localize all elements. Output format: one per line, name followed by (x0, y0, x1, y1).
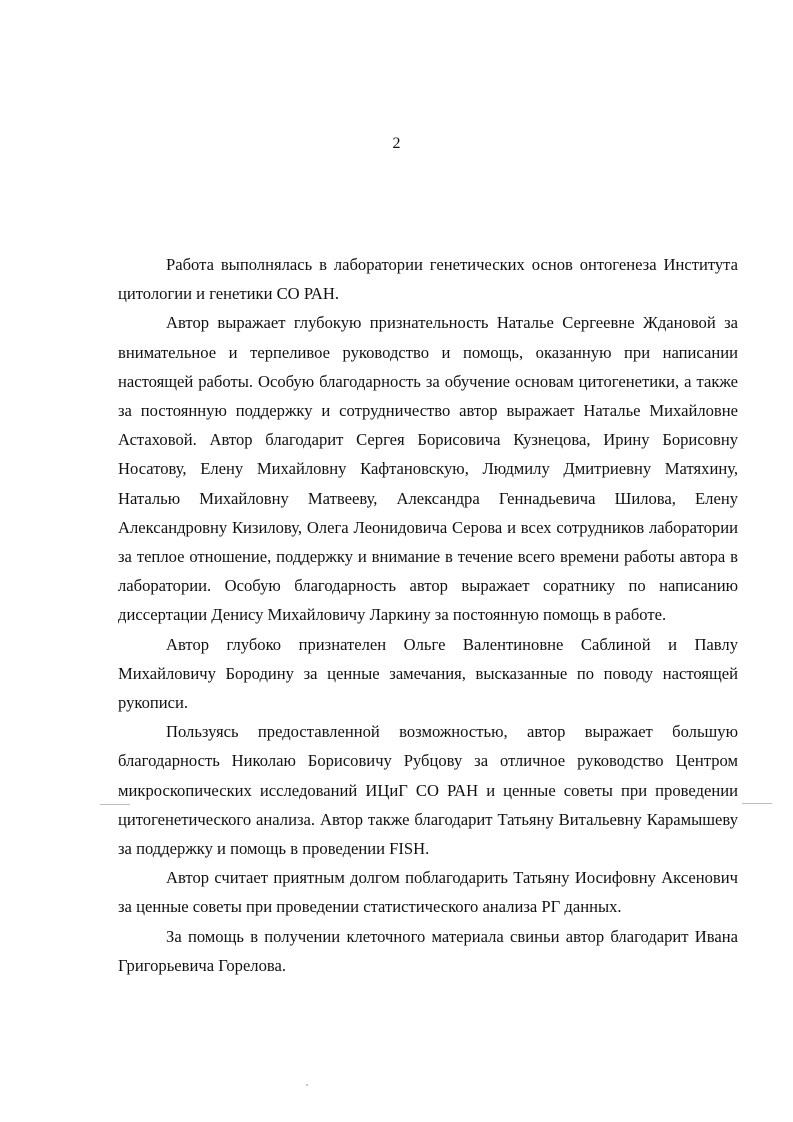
paragraph-supervisor-thanks: Автор выражает глубокую признательность Наталье Сергеевне Ждановой за внимательное и терпеливое руководство и помощь, оказанную при написании настоящей работы. Особую благодарность за обучение основам цитогенетики, а также за постоянную поддержку и сотрудничество автор выражает Наталье Михайловне Астаховой. Автор благодарит Сергея Борисовича Кузнецова, Ирину Борисовну Носатову, Елену Михайловну Кафтановскую, Людмилу Дмитриевну Матяхину, Наталью Михайловну Матвееву, Александра Геннадьевича Шилова, Елену Александровну Кизилову, Олега Леонидовича Серова и всех сотрудников лаборатории за теплое отношение, поддержку и внимание в течение всего времени работы автора в лаборатории. Особую благодарность автор выражает соратнику по написанию диссертации Денису Михайловичу Ларкину за постоянную помощь в работе. (118, 313, 738, 625)
paragraph-reviewers-thanks: Автор глубоко признателен Ольге Валентиновне Саблиной и Павлу Михайловичу Бородину за ценные замечания, высказанные по поводу настоящей рукописи. (118, 634, 738, 713)
scan-artifact-right (742, 803, 772, 804)
page-number: 2 (392, 135, 401, 152)
scan-artifact-left (100, 804, 130, 805)
acknowledgements-text (118, 250, 738, 980)
scan-speck (306, 1084, 308, 1086)
paragraph-material-thanks: За помощь в получении клеточного материала свиньи автор благодарит Ивана Григорьевича Горелова. (118, 926, 738, 975)
paragraph-microscopy-thanks: Пользуясь предоставленной возможностью, автор выражает большую благодарность Николаю Борисовичу Рубцову за отличное руководство Центром микроскопических исследований ИЦиГ СО РАН и ценные советы при проведении цитогенетического анализа. Автор также благодарит Татьяну Витальевну Карамышеву за поддержку и помощь в проведении FISH. (118, 722, 738, 859)
paragraph-laboratory: Работа выполнялась в лаборатории генетических основ онтогенеза Института цитологии и генетики СО РАН. (118, 255, 738, 304)
paragraph-statistics-thanks: Автор считает приятным долгом поблагодарить Татьяну Иосифовну Аксенович за ценные советы при проведении статистического анализа РГ данных. (118, 868, 738, 917)
